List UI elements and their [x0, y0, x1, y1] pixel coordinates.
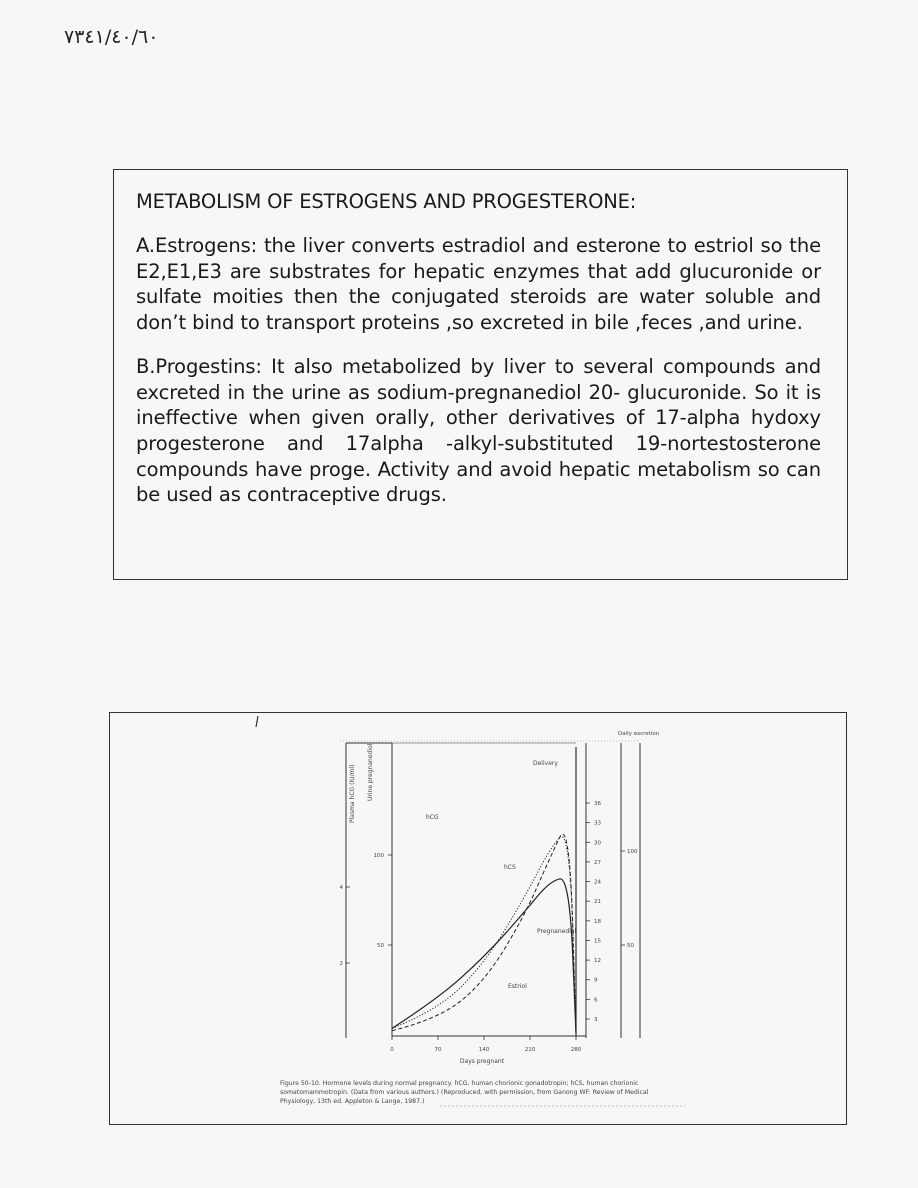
right-inner-tick-label: 33 — [594, 820, 601, 827]
page-id: ٠٦/٠٤/١٤٣٧ — [64, 26, 159, 48]
hormone-chart — [110, 713, 845, 1123]
right-inner-tick-label: 30 — [594, 840, 601, 847]
right-inner-tick-label: 27 — [594, 859, 601, 866]
x-tick-label: 280 — [570, 1047, 582, 1053]
left-inner-tick-label: 100 — [373, 853, 384, 859]
pregnanediol-label: Pregnanediol — [537, 928, 577, 935]
x-tick-label: 140 — [478, 1047, 490, 1053]
progestins-paragraph: B.Progestins: It also metabolized by liver to several compounds and excreted in the urine as sodium-pregnanediol 20- glucuronide. So it is ineffective when given orally, other derivatives of 17-alpha hydoxy progesterone and 17alpha -alkyl-substituted 19-nortestosterone compounds have proge. Activity and avoid hepatic metabolism so can be used as contraceptive drugs. — [136, 354, 821, 507]
series-pregnanediol-line — [392, 879, 576, 1033]
right-outer-tick-label: 100 — [627, 849, 638, 855]
left-outer-tick-label: 4 — [339, 885, 343, 891]
metabolism-text-box — [113, 169, 848, 580]
right-inner-tick-label: 24 — [594, 879, 601, 886]
right-inner-tick-label: 18 — [594, 918, 601, 925]
left-outer-tick-label: 2 — [339, 961, 343, 967]
caption-line-3: Physiology, 13th ed. Appleton & Lange, 1987.) — [280, 1098, 425, 1105]
hcg-label: hCG — [426, 814, 439, 821]
right-inner-tick-label: 36 — [594, 801, 601, 807]
x-tick-label: 70 — [434, 1047, 442, 1053]
x-tick-label: 210 — [524, 1047, 536, 1053]
x-tick-label: 0 — [390, 1047, 394, 1053]
estrogens-paragraph: A.Estrogens: the liver converts estradiol and esterone to estriol so the E2,E1,E3 are substrates for hepatic enzymes that add glucuronide or sulfate moities then the conjugated steroids are water soluble and don’t bind to transport proteins ,so excreted in bile ,feces ,and urine. — [136, 234, 821, 335]
right-inner-tick-label: 9 — [594, 977, 598, 984]
right-inner-tick-label: 3 — [594, 1017, 598, 1023]
x-axis-label: Days pregnant — [459, 1058, 505, 1065]
right-inner-tick-label: 6 — [594, 997, 598, 1004]
right-inner-tick-label: 21 — [594, 899, 601, 906]
caption-line-1: Figure 50-10. Hormone levels during normal pregnancy. hCG, human chorionic gonadotropin; hCS, human chorionic — [280, 1080, 639, 1087]
hcs-label: hCS — [504, 864, 516, 871]
stray-mark — [256, 716, 258, 727]
caption-line-2: somatomammotropin. (Data from various authors.) (Reproduced, with permission, from Ganong WF: Review of Medical — [280, 1089, 649, 1096]
figure-box — [109, 712, 847, 1125]
delivery-label: Delivery — [533, 760, 558, 767]
right-inner-tick-label: 12 — [594, 958, 601, 965]
section-title: METABOLISM OF ESTROGENS AND PROGESTERONE: — [136, 190, 637, 213]
estriol-label: Estriol — [508, 983, 527, 990]
left-outer-axis-label: Plasma hCG (IU/ml) — [349, 764, 356, 823]
left-inner-tick-label: 50 — [377, 943, 384, 949]
right-outer-tick-label: 50 — [627, 943, 634, 949]
right-inner-tick-label: 15 — [594, 938, 601, 945]
top-label: Daily excretion — [618, 731, 660, 737]
left-inner-axis-label: Urine pregnanediol — [367, 743, 374, 801]
